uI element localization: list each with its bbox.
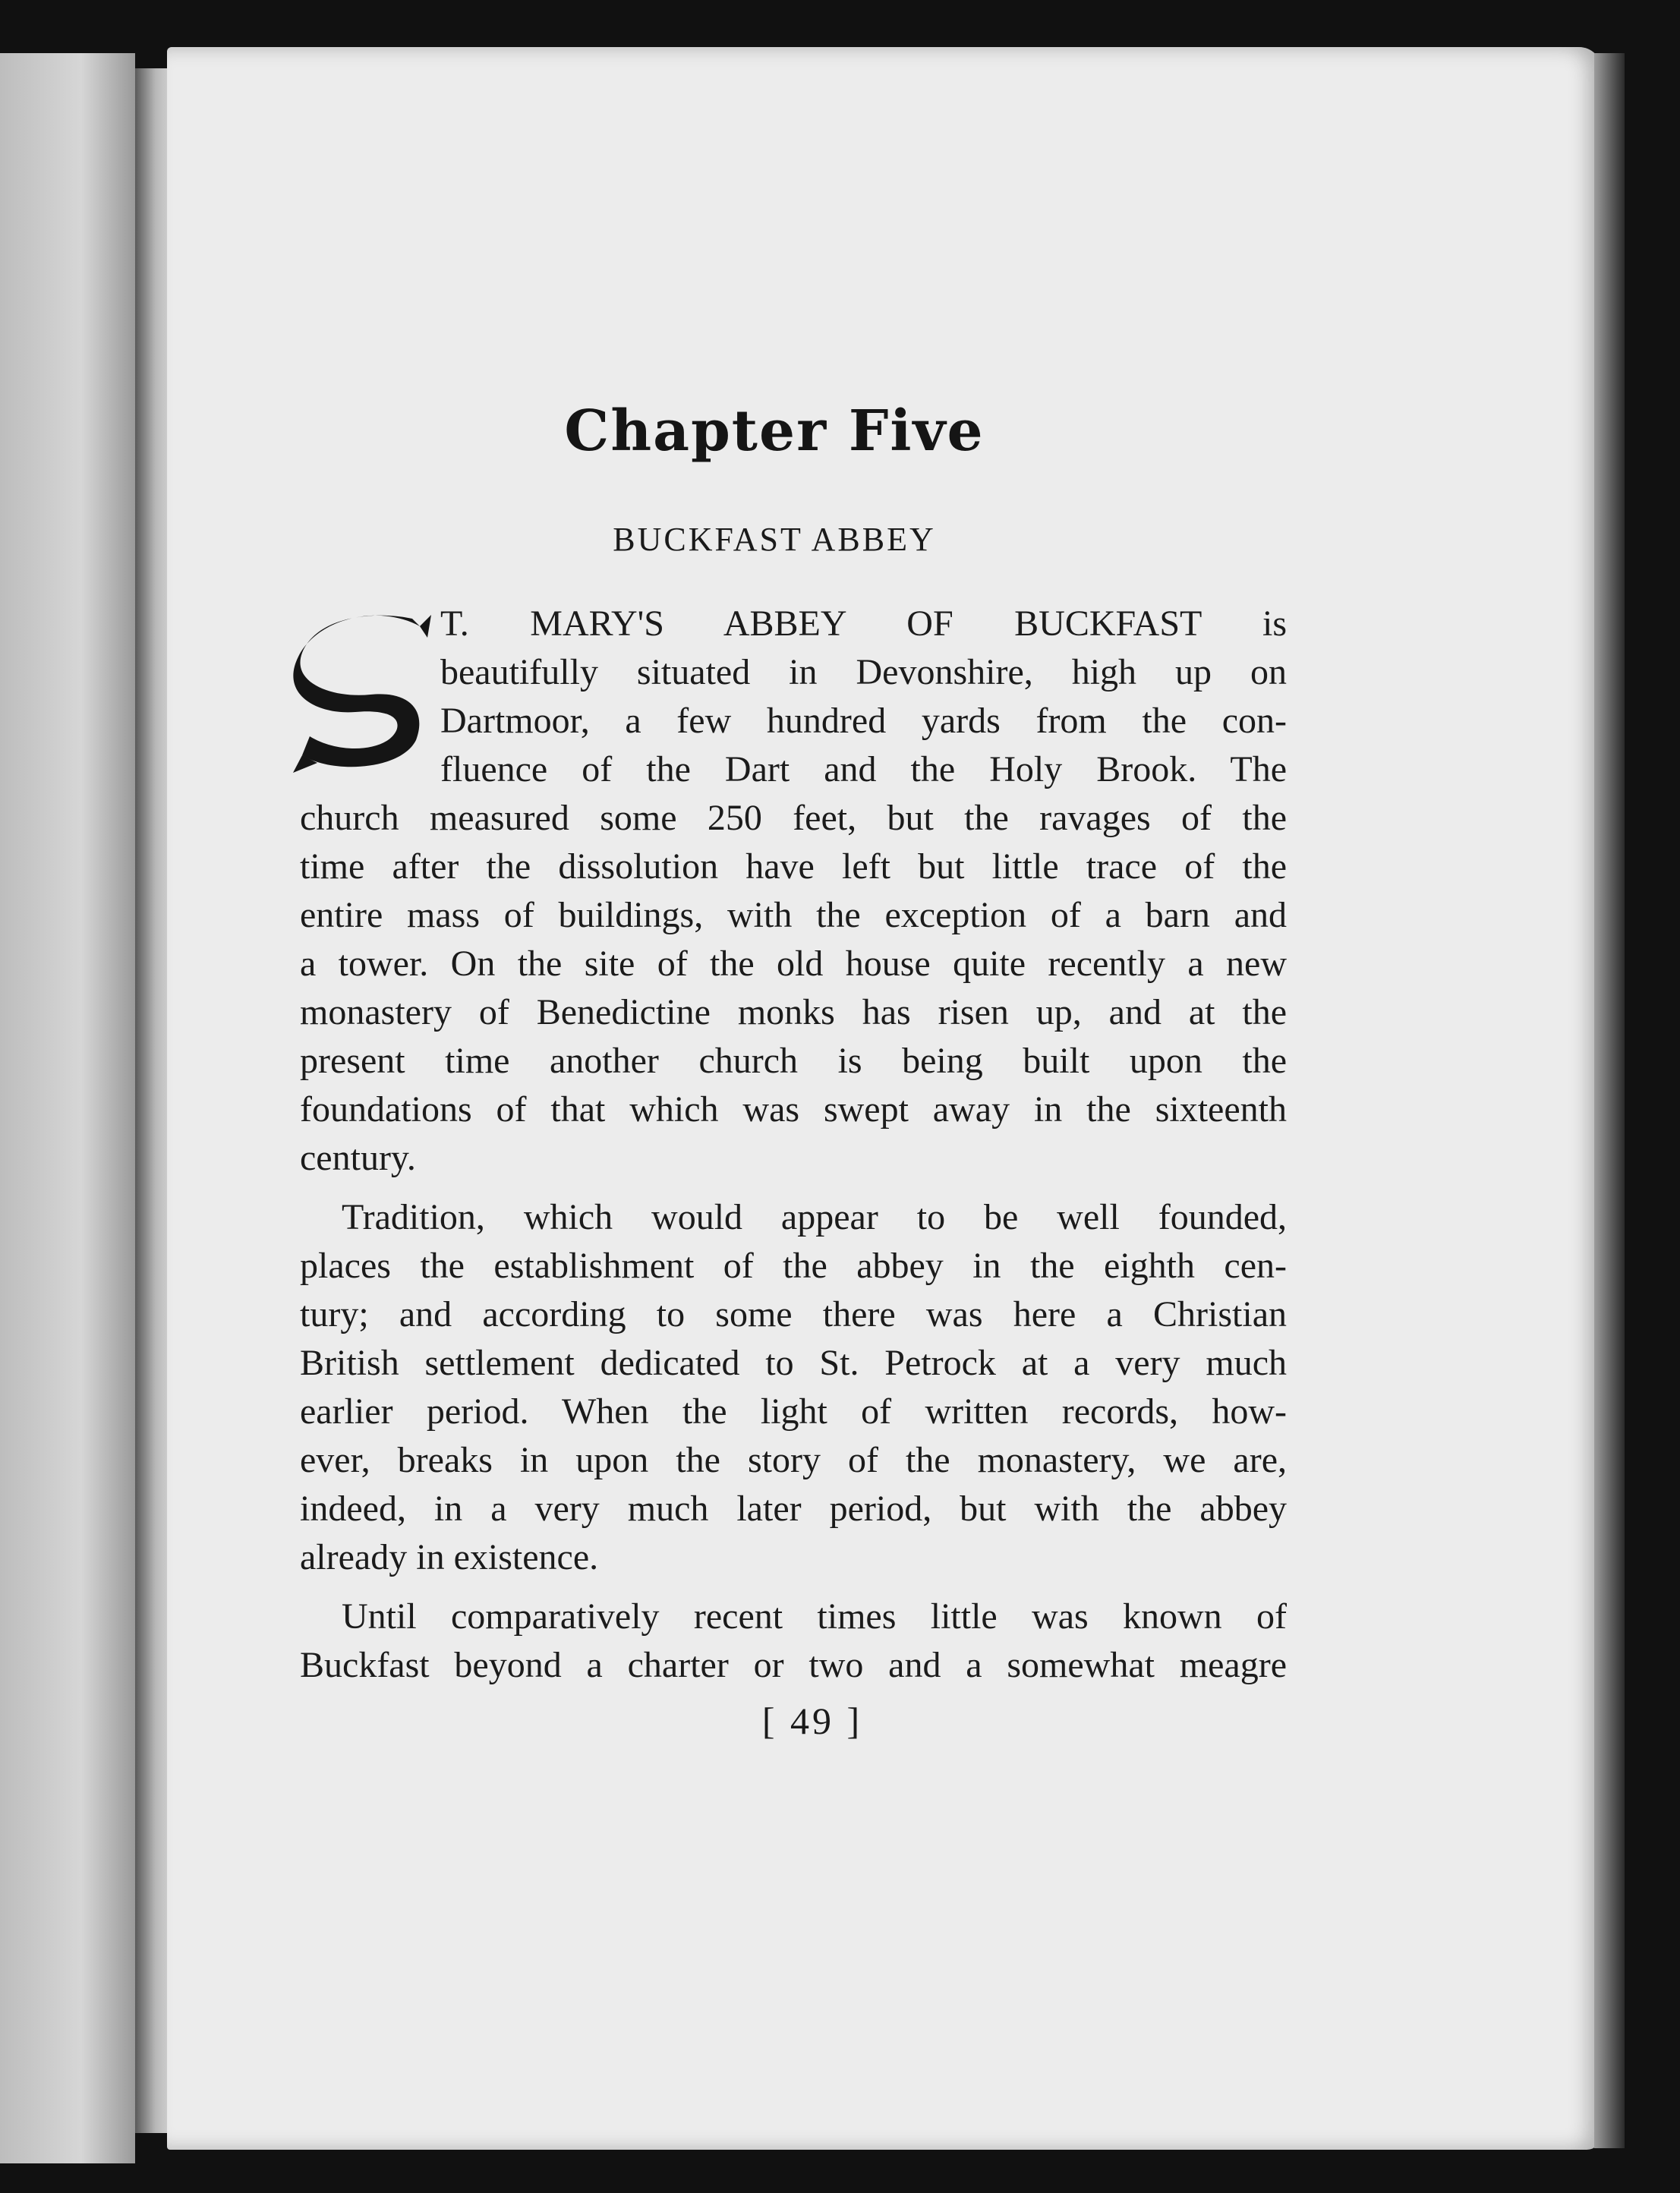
- text-line: a tower. On the site of the old house quite recently a new: [300, 944, 1287, 984]
- text-line: century.: [300, 1138, 416, 1178]
- text-line: beautifully situated in Devonshire, high up on: [440, 652, 1287, 692]
- text-line: ever, breaks in upon the story of the monastery, we are,: [300, 1440, 1287, 1480]
- left-page-edge: [0, 53, 135, 2163]
- text-line: Buckfast beyond a charter or two and a somewhat meagre: [300, 1645, 1287, 1685]
- text-line: T. MARY'S ABBEY OF BUCKFAST is: [440, 603, 1287, 644]
- text-line: earlier period. When the light of written records, how-: [300, 1391, 1287, 1432]
- page-number: [ 49 ]: [761, 1700, 863, 1742]
- text-line: church measured some 250 feet, but the ravages of the: [300, 798, 1287, 838]
- text-line: Tradition, which would appear to be well founded,: [342, 1197, 1287, 1237]
- text-line: fluence of the Dart and the Holy Brook. The: [440, 749, 1287, 789]
- text-line: foundations of that which was swept away in the sixteenth: [300, 1089, 1287, 1130]
- text-line: time after the dissolution have left but little trace of the: [300, 846, 1287, 887]
- chapter-title: Chapter Five: [564, 399, 985, 464]
- chapter-subtitle: BUCKFAST ABBEY: [613, 521, 936, 558]
- text-line: entire mass of buildings, with the exception of a barn and: [300, 895, 1287, 935]
- text-line: indeed, in a very much later period, but with the abbey: [300, 1489, 1287, 1529]
- text-line: Until comparatively recent times little was known of: [342, 1596, 1287, 1637]
- text-line: already in existence.: [300, 1537, 599, 1577]
- text-line: British settlement dedicated to St. Petrock at a very much: [300, 1343, 1287, 1383]
- right-page-edge: [1594, 53, 1625, 2148]
- drop-cap-letter: S: [363, 707, 367, 716]
- text-line: present time another church is being built upon the: [300, 1041, 1287, 1081]
- text-line: tury; and according to some there was here a Christian: [300, 1294, 1287, 1334]
- text-line: Dartmoor, a few hundred yards from the con-: [440, 701, 1287, 741]
- body-text: [300, 600, 1287, 1690]
- text-line: places the establishment of the abbey in the eighth cen-: [300, 1246, 1287, 1286]
- text-line: monastery of Benedictine monks has risen up, and at the: [300, 992, 1287, 1032]
